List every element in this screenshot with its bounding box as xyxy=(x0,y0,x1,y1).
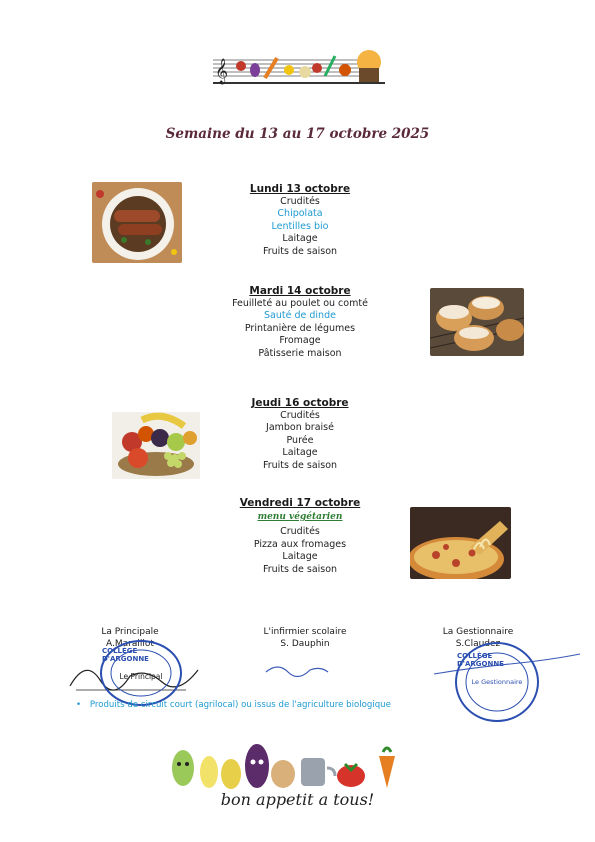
stamp-ring-text: COLLÈGE D'ARGONNE xyxy=(457,652,504,668)
signature-nurse xyxy=(245,626,365,650)
day-heading: Vendredi 17 octobre xyxy=(239,497,361,509)
day-heading: Mardi 14 octobre xyxy=(249,285,351,297)
note-text: Produits de circuit court (agrilocal) ou issus de l'agriculture biologique xyxy=(89,700,391,710)
menu-item: Purée xyxy=(286,434,314,446)
day-heading: Jeudi 16 octobre xyxy=(251,397,349,409)
day-menu-friday xyxy=(220,497,380,576)
menu-item: Pâtisserie maison xyxy=(258,347,342,359)
stamp-ring-text: COLLÈGE D'ARGONNE xyxy=(102,647,149,663)
sausage-lentils-photo-icon xyxy=(92,182,182,263)
day-menu-tuesday xyxy=(215,285,385,360)
menu-item-local: Lentilles bio xyxy=(271,220,329,232)
local-produce-note xyxy=(76,700,391,710)
signature-name: S.Claudez xyxy=(455,639,501,649)
cartoon-vegetables-icon xyxy=(165,738,415,793)
page-title: Semaine du 13 au 17 octobre 2025 xyxy=(165,126,430,142)
menu-item-local: Chipolata xyxy=(277,208,323,220)
signature-role: L'infirmier scolaire xyxy=(263,627,347,637)
bullet-icon: • xyxy=(76,700,82,710)
signature-role: La Gestionnaire xyxy=(442,627,514,637)
menu-item: Fruits de saison xyxy=(262,459,338,471)
day-heading: Lundi 13 octobre xyxy=(249,183,351,195)
stamp-center-text: Le Principal xyxy=(119,672,163,681)
menu-item: Jambon braisé xyxy=(266,422,334,434)
signature-name: A.Maraillot xyxy=(106,639,154,649)
footer-slogan: bon appetit a tous! xyxy=(220,790,375,809)
puff-pastry-photo-icon xyxy=(430,288,524,356)
day-menu-monday xyxy=(220,183,380,258)
menu-item: Feuilleté au poulet ou comté xyxy=(232,298,368,309)
day-menu-thursday xyxy=(220,397,380,472)
menu-item: Crudités xyxy=(280,526,320,538)
menu-item: Fromage xyxy=(279,335,321,347)
handwritten-signature-icon xyxy=(262,660,332,680)
cheese-pizza-photo-icon xyxy=(410,507,511,579)
menu-item: Laitage xyxy=(282,233,318,245)
school-stamp-manager xyxy=(455,642,539,722)
fruit-basket-photo-icon xyxy=(112,412,200,479)
school-stamp-principal xyxy=(100,640,182,706)
svg-text:𝄞: 𝄞 xyxy=(215,59,229,84)
signature-name: S. Dauphin xyxy=(280,639,330,649)
stamp-center-text: Le Gestionnaire xyxy=(471,678,523,686)
menu-item: Crudités xyxy=(280,410,320,421)
menu-item: Fruits de saison xyxy=(262,563,338,575)
signature-role: La Principale xyxy=(101,627,159,637)
menu-item: Laitage xyxy=(282,447,318,459)
menu-item: Fruits de saison xyxy=(262,245,338,257)
menu-item: Crudités xyxy=(280,196,320,207)
music-staff-vegetables-banner-icon xyxy=(213,48,385,86)
menu-item: Pizza aux fromages xyxy=(253,538,347,550)
menu-item: Laitage xyxy=(282,551,318,563)
menu-item: Printanière de légumes xyxy=(244,322,356,334)
vegetarian-menu-label: menu végétarien xyxy=(257,512,343,522)
menu-item-local: Sauté de dinde xyxy=(264,310,336,322)
